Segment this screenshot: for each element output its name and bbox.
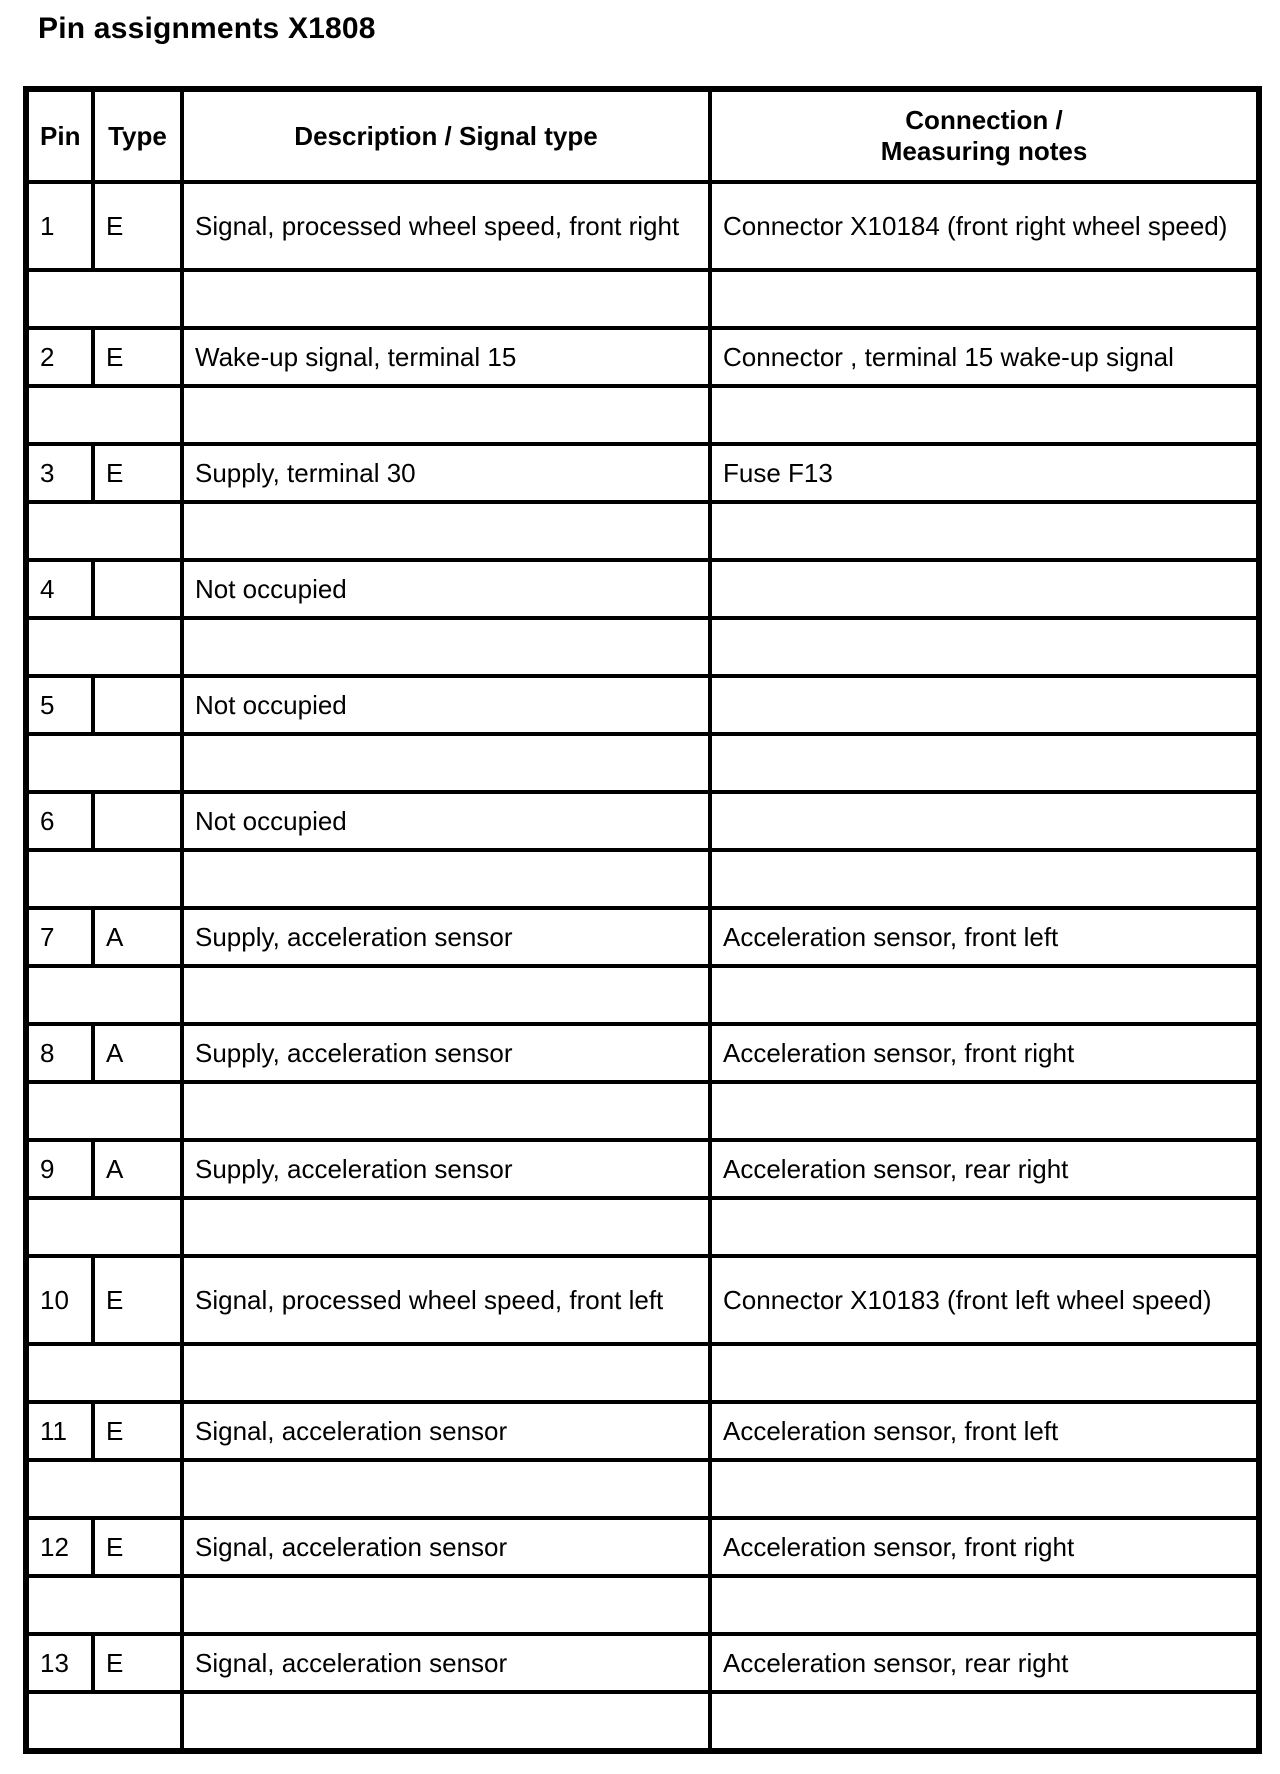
type-cell: E: [93, 444, 182, 502]
spacer-row: [26, 386, 1259, 444]
spacer-cell: [182, 618, 710, 676]
pin-cell: 12: [26, 1518, 93, 1576]
description-cell: Signal, acceleration sensor: [182, 1518, 710, 1576]
spacer-row: [26, 270, 1259, 328]
type-cell: [93, 560, 182, 618]
spacer-cell: [182, 1344, 710, 1402]
spacer-cell: [26, 1460, 182, 1518]
pin-cell: 9: [26, 1140, 93, 1198]
spacer-cell: [710, 734, 1259, 792]
connection-cell: Connector X10184 (front right wheel speed): [710, 182, 1259, 270]
header-description: Description / Signal type: [182, 89, 710, 182]
pin-cell: 5: [26, 676, 93, 734]
spacer-row: [26, 850, 1259, 908]
pin-cell: 3: [26, 444, 93, 502]
table-row: [26, 182, 1259, 270]
spacer-row: [26, 1198, 1259, 1256]
spacer-cell: [26, 1692, 182, 1751]
spacer-cell: [182, 1460, 710, 1518]
connection-cell: Acceleration sensor, front right: [710, 1024, 1259, 1082]
spacer-row: [26, 1344, 1259, 1402]
spacer-cell: [710, 1344, 1259, 1402]
type-cell: A: [93, 908, 182, 966]
pin-cell: 11: [26, 1402, 93, 1460]
spacer-row: [26, 502, 1259, 560]
type-cell: E: [93, 1634, 182, 1692]
spacer-row: [26, 1082, 1259, 1140]
spacer-cell: [182, 966, 710, 1024]
connection-cell: Acceleration sensor, front right: [710, 1518, 1259, 1576]
table-row: [26, 1634, 1259, 1692]
pin-cell: 1: [26, 182, 93, 270]
spacer-row: [26, 1692, 1259, 1751]
spacer-cell: [26, 618, 182, 676]
connection-cell: Acceleration sensor, rear right: [710, 1634, 1259, 1692]
spacer-cell: [710, 502, 1259, 560]
spacer-cell: [710, 1198, 1259, 1256]
table-row: [26, 444, 1259, 502]
spacer-cell: [710, 1460, 1259, 1518]
spacer-cell: [182, 502, 710, 560]
spacer-cell: [26, 850, 182, 908]
pin-cell: 10: [26, 1256, 93, 1344]
header-row: [26, 89, 1259, 182]
spacer-cell: [182, 1576, 710, 1634]
table-row: [26, 792, 1259, 850]
type-cell: [93, 792, 182, 850]
description-cell: Supply, terminal 30: [182, 444, 710, 502]
spacer-row: [26, 734, 1259, 792]
connection-cell: Connector , terminal 15 wake-up signal: [710, 328, 1259, 386]
type-cell: E: [93, 1256, 182, 1344]
spacer-cell: [182, 386, 710, 444]
description-cell: Wake-up signal, terminal 15: [182, 328, 710, 386]
spacer-cell: [26, 966, 182, 1024]
pin-assignment-table: [23, 86, 1262, 1754]
connection-cell: [710, 560, 1259, 618]
connection-cell: Connector X10183 (front left wheel speed): [710, 1256, 1259, 1344]
connection-cell: Acceleration sensor, front left: [710, 908, 1259, 966]
spacer-cell: [182, 734, 710, 792]
type-cell: E: [93, 1518, 182, 1576]
description-cell: Signal, processed wheel speed, front left: [182, 1256, 710, 1344]
table-row: [26, 676, 1259, 734]
spacer-cell: [182, 1198, 710, 1256]
spacer-cell: [710, 1082, 1259, 1140]
spacer-cell: [26, 1198, 182, 1256]
connection-cell: [710, 676, 1259, 734]
spacer-cell: [182, 1692, 710, 1751]
spacer-row: [26, 1460, 1259, 1518]
description-cell: Supply, acceleration sensor: [182, 908, 710, 966]
description-cell: Signal, acceleration sensor: [182, 1634, 710, 1692]
pin-cell: 2: [26, 328, 93, 386]
description-cell: Not occupied: [182, 792, 710, 850]
pin-cell: 6: [26, 792, 93, 850]
pin-cell: 4: [26, 560, 93, 618]
spacer-cell: [182, 270, 710, 328]
spacer-cell: [710, 270, 1259, 328]
type-cell: A: [93, 1140, 182, 1198]
page-title: Pin assignments X1808: [38, 12, 376, 45]
pin-cell: 8: [26, 1024, 93, 1082]
spacer-cell: [710, 966, 1259, 1024]
pin-cell: 13: [26, 1634, 93, 1692]
connection-cell: Acceleration sensor, front left: [710, 1402, 1259, 1460]
type-cell: E: [93, 182, 182, 270]
description-cell: Supply, acceleration sensor: [182, 1024, 710, 1082]
description-cell: Not occupied: [182, 560, 710, 618]
connection-cell: Fuse F13: [710, 444, 1259, 502]
connection-cell: [710, 792, 1259, 850]
pin-cell: 7: [26, 908, 93, 966]
table-header: [26, 89, 1259, 182]
spacer-cell: [26, 386, 182, 444]
type-cell: A: [93, 1024, 182, 1082]
table-row: [26, 1256, 1259, 1344]
table-row: [26, 1024, 1259, 1082]
spacer-cell: [26, 1344, 182, 1402]
spacer-cell: [26, 1576, 182, 1634]
table-row: [26, 1140, 1259, 1198]
type-cell: [93, 676, 182, 734]
description-cell: Signal, processed wheel speed, front right: [182, 182, 710, 270]
spacer-cell: [26, 1082, 182, 1140]
spacer-cell: [710, 618, 1259, 676]
header-connection: [710, 89, 1259, 182]
spacer-row: [26, 966, 1259, 1024]
table-row: [26, 1518, 1259, 1576]
spacer-cell: [26, 270, 182, 328]
spacer-cell: [26, 734, 182, 792]
type-cell: E: [93, 1402, 182, 1460]
spacer-row: [26, 618, 1259, 676]
spacer-cell: [182, 1082, 710, 1140]
table-row: [26, 560, 1259, 618]
description-cell: Signal, acceleration sensor: [182, 1402, 710, 1460]
connection-cell: Acceleration sensor, rear right: [710, 1140, 1259, 1198]
header-type: Type: [93, 89, 182, 182]
spacer-cell: [182, 850, 710, 908]
description-cell: Supply, acceleration sensor: [182, 1140, 710, 1198]
header-connection-line2: Measuring notes: [880, 136, 1088, 166]
spacer-row: [26, 1576, 1259, 1634]
spacer-cell: [710, 1692, 1259, 1751]
spacer-cell: [710, 386, 1259, 444]
spacer-cell: [26, 502, 182, 560]
spacer-cell: [710, 850, 1259, 908]
description-cell: Not occupied: [182, 676, 710, 734]
header-pin: Pin: [26, 89, 93, 182]
table-row: [26, 1402, 1259, 1460]
header-connection-line1: Connection /: [905, 105, 1063, 135]
spacer-cell: [710, 1576, 1259, 1634]
table-body: [26, 182, 1259, 1751]
type-cell: E: [93, 328, 182, 386]
table-row: [26, 328, 1259, 386]
table-row: [26, 908, 1259, 966]
